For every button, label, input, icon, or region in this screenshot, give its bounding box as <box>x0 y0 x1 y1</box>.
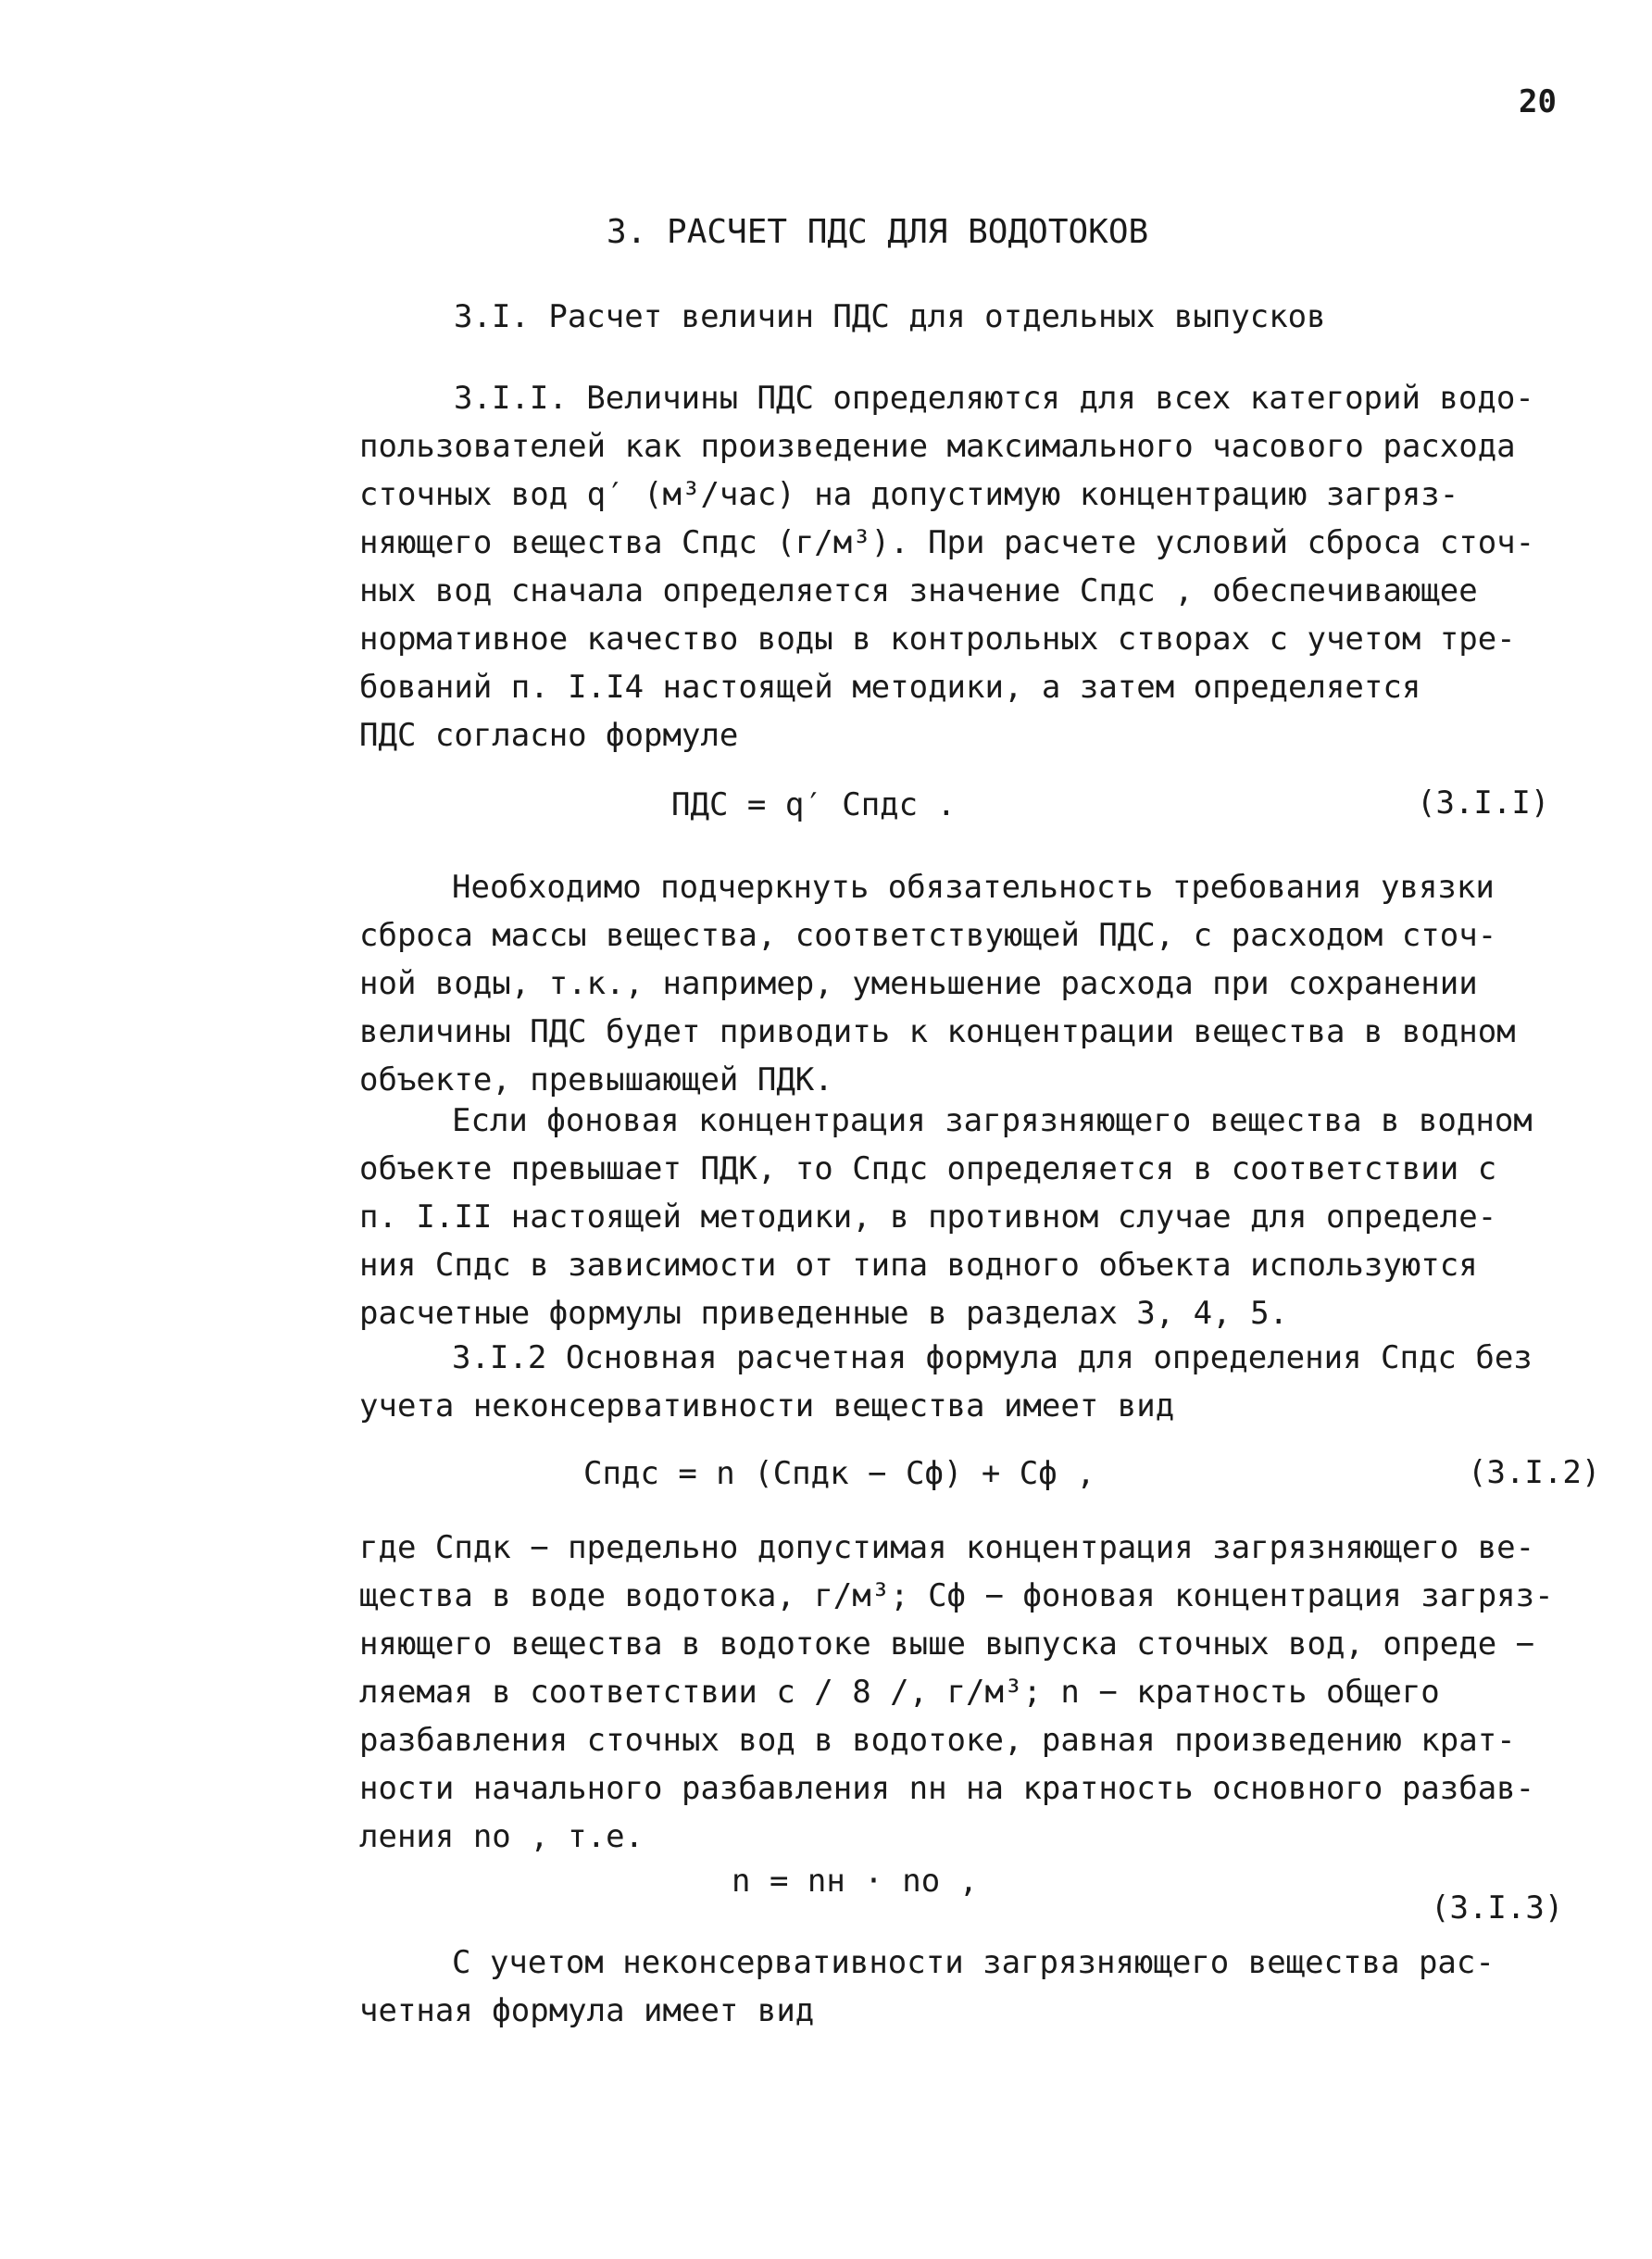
text-line: ной воды, т.к., например, уменьшение расхода при сохранении <box>359 965 1478 1002</box>
text-line: сброса массы вещества, соответствующей ПДС, с расходом сточ- <box>359 917 1497 954</box>
paragraph-emphasis <box>359 863 1516 1104</box>
text-line: 3.I.I. Величины ПДС определяются для всех категорий водо- <box>454 380 1534 417</box>
text-line: няющего вещества Cпдс (г/м³). При расчете условий сброса сточ- <box>359 524 1535 561</box>
formula-3-1-3-label: (3.I.3) <box>1431 1889 1564 1926</box>
text-line: бований п. I.I4 настоящей методики, а затем определяется <box>359 669 1421 706</box>
section-title: 3. РАСЧЕТ ПДС ДЛЯ ВОДОТОКОВ <box>607 213 1149 251</box>
formula-3-1-2-label: (3.I.2) <box>1468 1454 1601 1491</box>
text-line: 3.I.2 Основная расчетная формула для определения Cпдс без <box>452 1339 1533 1376</box>
text-line: разбавления сточных вод в водотоке, равная произведению крат- <box>359 1722 1516 1759</box>
formula-3-1-3: n = nн · nо , <box>732 1863 979 1900</box>
text-line: С учетом неконсервативности загрязняющего вещества рас- <box>452 1944 1495 1981</box>
paragraph-background-concentration <box>359 1097 1533 1337</box>
text-line: ляемая в соответствии с / 8 /, г/м³; n − кратность общего <box>359 1674 1440 1711</box>
text-line: ных вод сначала определяется значение Cпдс , обеспечивающее <box>359 572 1478 609</box>
text-line: учета неконсервативности вещества имеет вид <box>359 1387 1175 1424</box>
text-line: щества в воде водотока, г/м³; Cф − фоновая концентрация загряз- <box>359 1577 1554 1614</box>
formula-3-1-2: Cпдс = n (Cпдк − Cф) + Cф , <box>583 1455 1095 1492</box>
text-line: ния Cпдс в зависимости от типа водного объекта используются <box>359 1247 1478 1284</box>
text-line: нормативное качество воды в контрольных створах с учетом тре- <box>359 621 1516 658</box>
subsection-title: 3.I. Расчет величин ПДС для отдельных выпусков <box>454 298 1326 335</box>
formula-3-1-1-label: (3.I.I) <box>1417 784 1550 822</box>
paragraph-where <box>359 1524 1554 1861</box>
text-line: Если фоновая концентрация загрязняющего вещества в водном <box>452 1102 1533 1139</box>
formula-3-1-1: ПДС = q′ Cпдс . <box>671 786 957 823</box>
text-line: ления nо , т.е. <box>359 1818 645 1855</box>
text-line: Необходимо подчеркнуть обязательность требования увязки <box>452 869 1495 906</box>
text-line: няющего вещества в водотоке выше выпуска сточных вод, опреде − <box>359 1625 1535 1663</box>
text-line: объекте, превышающей ПДК. <box>359 1061 833 1098</box>
text-line: расчетные формулы приведенные в разделах 3, 4, 5. <box>359 1295 1289 1332</box>
text-line: ности начального разбавления nн на кратность основного разбав- <box>359 1770 1535 1807</box>
text-line: п. I.II настоящей методики, в противном случае для определе- <box>359 1199 1497 1236</box>
page-number: 20 <box>1519 83 1557 120</box>
text-line: ПДС согласно формуле <box>359 717 739 754</box>
text-line: объекте превышает ПДК, то Cпдс определяется в соответствии с <box>359 1150 1497 1187</box>
paragraph-3-1-2 <box>359 1334 1533 1430</box>
paragraph-3-1-1 <box>359 374 1534 759</box>
text-line: четная формула имеет вид <box>359 1992 815 2029</box>
paragraph-final <box>359 1939 1495 2035</box>
text-line: где Cпдк − предельно допустимая концентрация загрязняющего ве- <box>359 1529 1535 1566</box>
text-line: величины ПДС будет приводить к концентрации вещества в водном <box>359 1013 1516 1050</box>
text-line: пользователей как произведение максимального часового расхода <box>359 428 1516 465</box>
text-line: сточных вод q′ (м³/час) на допустимую концентрацию загряз- <box>359 476 1459 513</box>
